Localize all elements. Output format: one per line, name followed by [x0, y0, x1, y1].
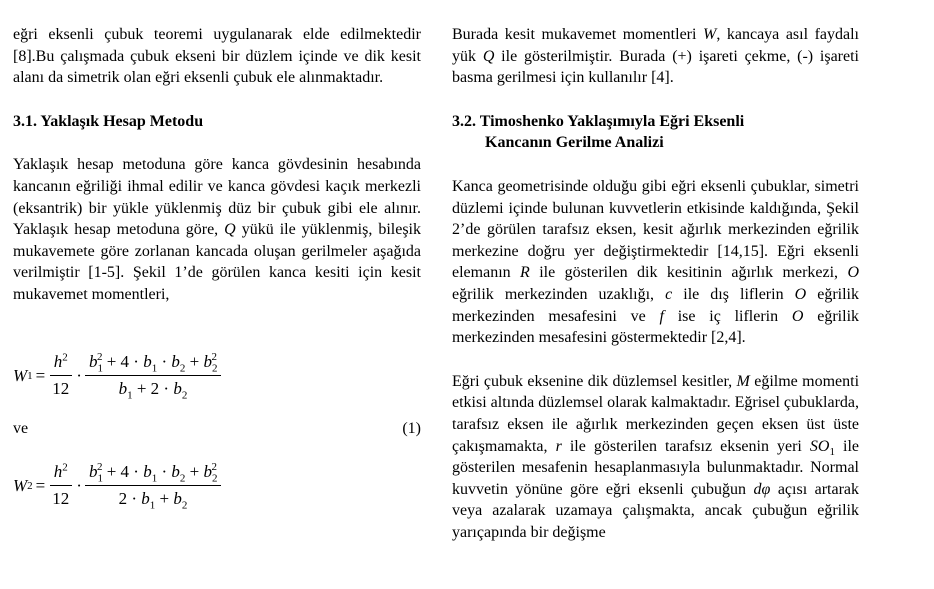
equation-number-row: [13, 418, 421, 440]
left-column: [13, 24, 421, 512]
ve-label: ve: [13, 419, 29, 437]
w1-fraction: $\frac{b_1^2 + 4 \cdot b_1 \cdot b_2 + b_2^2}{b_1 + 2 \cdot b_2}$: [85, 351, 221, 400]
section-3-2-title: 3.2. Timoshenko Yaklaşımıyla Eğri Eksenli Kancanın Gerilme Analizi: [452, 112, 745, 152]
equation-w1: W 1 = $\frac{h^2}{12}$ · $\frac{b_1^2 + 4 \cdot b_1 \cdot b_2 + b_2^2}{b_1 + 2 \cdot b_2}$: [13, 350, 421, 402]
w2-fraction: $\frac{b_1^2 + 4 \cdot b_1 \cdot b_2 + b_2^2}{2 \cdot b_1 + b_2}$: [85, 461, 221, 510]
right-top-paragraph: Burada kesit mukavemet momentleri W, kancaya asıl faydalı yük Q ile gösterilmiştir. Burada (+) işareti çekme, (-) işareti basma gerilmesi için kullanılır [4].: [452, 26, 860, 87]
intro-paragraph: eğri eksenli çubuk teoremi uygulanarak elde edilmektedir [8].Bu çalışmada çubuk ekseni bir düzlem içinde ve dik kesit alanı da simetrik olan eğri eksenli çubuk ele alınmaktadır.: [13, 26, 421, 87]
section-3-1-title: 3.1. Yaklaşık Hesap Metodu: [13, 112, 204, 130]
section-3-2-paragraph-2: Eğri çubuk eksenine dik düzlemsel kesitler, M eğilme momenti etkisi altında düzlemsel olarak kalmaktadır. Eğrisel çubuklarda, tarafsız eksen ile ağırlık merkezinden geçen eksen üst üste çakışmamakta, r ile gösterilen tarafsız eksenin yeri $SO_1$ ile gösterilen mesafenin hesaplanmasıyla bulunmaktadır. Normal kuvvetin yönüne göre eğri eksenli çubuğun dφ açısı artarak veya azalarak uzamaya çalışmakta, ancak çubuğun eğrilik yarıçapında bir değişme: [452, 372, 860, 541]
h-squared-over-12: $\frac{h^2}{12}$: [48, 351, 73, 400]
right-column: [452, 24, 859, 543]
equation-number: (1): [402, 419, 421, 437]
section-3-2-paragraph: Kanca geometrisinde olduğu gibi eğri eksenli çubuklar, simetri düzlemi içinde bulunan kuvvetlerin etkisinde kaldığında, Şekil 2’de görülen tarafsız eksen, kesit ağırlık merkezinden eğrilik merkezine doğru yer değiştirmektedir [14,15]. Eğri eksenli elemanın R ile gösterilen dik kesitinin ağırlık merkezi, O eğrilik merkezinden uzaklığı, c ile dış liflerin O eğrilik merkezinden mesafesini ve f ise iç liflerin O eğrilik merkezinden mesafesini göstermektedir [2,4].: [452, 177, 860, 347]
equation-w2: W 2 = $\frac{h^2}{12}$ · $\frac{b_1^2 + 4 \cdot b_1 \cdot b_2 + b_2^2}{2 \cdot b_1 + b_2}$: [13, 460, 421, 512]
section-3-1-paragraph: Yaklaşık hesap metoduna göre kanca gövdesinin hesabında kancanın eğriliği ihmal edilir ve kanca gövdesi kaçık merkezli (eksantrik) bir yükle yüklenmiş düz bir çubuk gibi ele alınır. Yaklaşık hesap metoduna göre, Q yükü ile yüklenmiş, bileşik mukavemete göre zorlanan kancada oluşan gerilmeler aşağıda verilmiştir [1-5]. Şekil 1’de görülen kanca kesiti için kesit mukavemet momentleri,: [13, 156, 421, 303]
